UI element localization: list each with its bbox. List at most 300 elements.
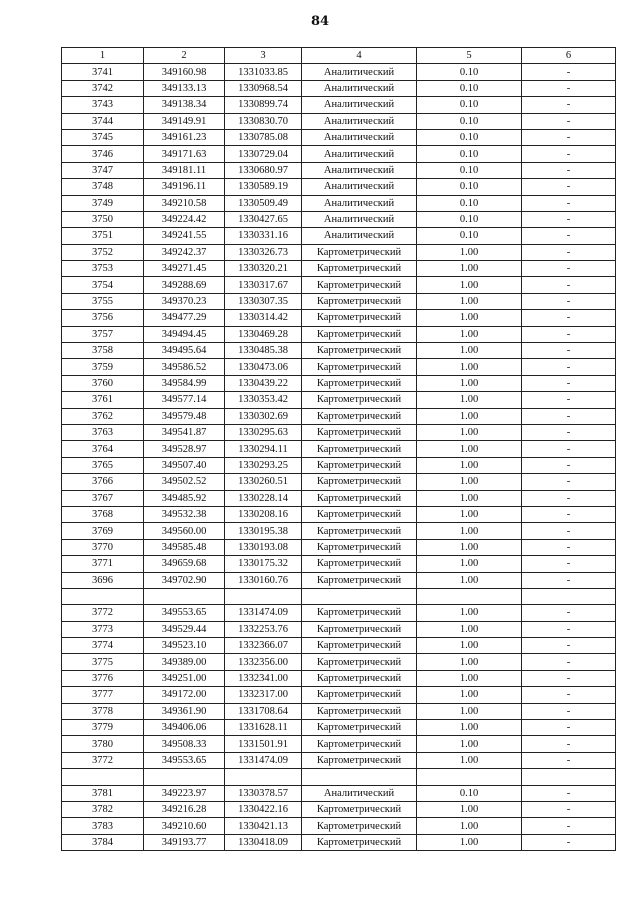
table-cell: 349560.00 <box>144 523 225 539</box>
table-cell: - <box>522 621 616 637</box>
table-row <box>62 211 616 227</box>
table-cell: 1.00 <box>417 818 522 834</box>
table-cell: 3766 <box>62 474 144 490</box>
table-cell: 1.00 <box>417 670 522 686</box>
table-cell: 1.00 <box>417 326 522 342</box>
table-cell: 1330509.49 <box>225 195 302 211</box>
table-cell: 349586.52 <box>144 359 225 375</box>
table-cell: 3742 <box>62 80 144 96</box>
table-cell: 0.10 <box>417 64 522 80</box>
table-cell: 1.00 <box>417 490 522 506</box>
empty-cell <box>225 769 302 785</box>
table-row <box>62 720 616 736</box>
table-cell: 1331033.85 <box>225 64 302 80</box>
table-cell: 349160.98 <box>144 64 225 80</box>
table-cell: 3775 <box>62 654 144 670</box>
table-cell: Картометрический <box>302 556 417 572</box>
table-cell: - <box>522 359 616 375</box>
table-cell: 3750 <box>62 211 144 227</box>
table-cell: 1.00 <box>417 556 522 572</box>
table-cell: 349508.33 <box>144 736 225 752</box>
table-cell: 3773 <box>62 621 144 637</box>
table-cell: - <box>522 506 616 522</box>
table-cell: 3755 <box>62 293 144 309</box>
table-cell: 349502.52 <box>144 474 225 490</box>
table-cell: 1331501.91 <box>225 736 302 752</box>
table-cell: Картометрический <box>302 670 417 686</box>
table-cell: 3756 <box>62 310 144 326</box>
table-cell: - <box>522 261 616 277</box>
table-cell: 1330193.08 <box>225 539 302 555</box>
table-cell: 1.00 <box>417 621 522 637</box>
table-cell: Аналитический <box>302 228 417 244</box>
table-cell: 3781 <box>62 785 144 801</box>
table-cell: 1332366.07 <box>225 638 302 654</box>
table-cell: 349553.65 <box>144 605 225 621</box>
table-cell: Картометрический <box>302 752 417 768</box>
table-row <box>62 261 616 277</box>
empty-cell <box>302 769 417 785</box>
table-cell: Картометрический <box>302 506 417 522</box>
table-cell: Картометрический <box>302 572 417 588</box>
table-cell: Аналитический <box>302 80 417 96</box>
empty-cell <box>417 769 522 785</box>
empty-cell <box>417 588 522 604</box>
table-cell: 349138.34 <box>144 97 225 113</box>
table-cell: - <box>522 129 616 145</box>
table-row <box>62 703 616 719</box>
table-cell: Картометрический <box>302 703 417 719</box>
table-cell: 3758 <box>62 343 144 359</box>
table-cell: 349477.29 <box>144 310 225 326</box>
table-cell: 3743 <box>62 97 144 113</box>
table-cell: 349251.00 <box>144 670 225 686</box>
table-cell: 349133.13 <box>144 80 225 96</box>
separator-row <box>62 588 616 604</box>
table-cell: - <box>522 801 616 817</box>
table-cell: 1330160.76 <box>225 572 302 588</box>
table-cell: 3771 <box>62 556 144 572</box>
table-cell: 1331628.11 <box>225 720 302 736</box>
table-cell: 349579.48 <box>144 408 225 424</box>
table-cell: - <box>522 703 616 719</box>
table-cell: 3761 <box>62 392 144 408</box>
table-row <box>62 375 616 391</box>
table-cell: - <box>522 97 616 113</box>
table-cell: Картометрический <box>302 408 417 424</box>
table-cell: - <box>522 490 616 506</box>
table-cell: 0.10 <box>417 97 522 113</box>
table-cell: 3754 <box>62 277 144 293</box>
table-cell: Картометрический <box>302 375 417 391</box>
table-cell: 349532.38 <box>144 506 225 522</box>
table-cell: 0.10 <box>417 785 522 801</box>
table-cell: Аналитический <box>302 146 417 162</box>
table-cell: 1.00 <box>417 687 522 703</box>
empty-cell <box>522 769 616 785</box>
table-cell: 1.00 <box>417 310 522 326</box>
table-cell: 3757 <box>62 326 144 342</box>
table-cell: 3762 <box>62 408 144 424</box>
table-cell: 1.00 <box>417 834 522 850</box>
table-cell: Картометрический <box>302 490 417 506</box>
table-cell: 3767 <box>62 490 144 506</box>
table-row <box>62 359 616 375</box>
table-cell: 349288.69 <box>144 277 225 293</box>
table-row <box>62 785 616 801</box>
table-row <box>62 539 616 555</box>
table-cell: 1330294.11 <box>225 441 302 457</box>
table-cell: - <box>522 228 616 244</box>
table-cell: Картометрический <box>302 244 417 260</box>
table-cell: 3782 <box>62 801 144 817</box>
table-cell: - <box>522 818 616 834</box>
table-cell: Картометрический <box>302 834 417 850</box>
table-cell: Аналитический <box>302 129 417 145</box>
table-cell: - <box>522 670 616 686</box>
table-cell: Картометрический <box>302 359 417 375</box>
table-cell: 3779 <box>62 720 144 736</box>
table-cell: 1.00 <box>417 736 522 752</box>
table-cell: 1330208.16 <box>225 506 302 522</box>
table-cell: 1330680.97 <box>225 162 302 178</box>
table-cell: 3764 <box>62 441 144 457</box>
table-cell: 1330729.04 <box>225 146 302 162</box>
table-cell: - <box>522 441 616 457</box>
table-cell: 3783 <box>62 818 144 834</box>
table-cell: 1.00 <box>417 359 522 375</box>
table-cell: 349196.11 <box>144 179 225 195</box>
table-cell: 1.00 <box>417 703 522 719</box>
table-cell: 3741 <box>62 64 144 80</box>
empty-cell <box>144 769 225 785</box>
table-cell: - <box>522 293 616 309</box>
table-cell: - <box>522 539 616 555</box>
table-cell: 1330331.16 <box>225 228 302 244</box>
header-cell: 1 <box>62 48 144 64</box>
table-cell: 349370.23 <box>144 293 225 309</box>
table-cell: Картометрический <box>302 605 417 621</box>
table-row <box>62 687 616 703</box>
table-row <box>62 162 616 178</box>
table-cell: - <box>522 457 616 473</box>
table-cell: Аналитический <box>302 195 417 211</box>
table-row <box>62 736 616 752</box>
table-cell: 3784 <box>62 834 144 850</box>
table-cell: 1330439.22 <box>225 375 302 391</box>
table-cell: - <box>522 244 616 260</box>
empty-cell <box>302 588 417 604</box>
table-cell: 1332341.00 <box>225 670 302 686</box>
table-cell: 349485.92 <box>144 490 225 506</box>
table-cell: 3696 <box>62 572 144 588</box>
table-cell: - <box>522 687 616 703</box>
table-row <box>62 146 616 162</box>
table-cell: 349223.97 <box>144 785 225 801</box>
table-cell: 1.00 <box>417 293 522 309</box>
table-cell: Аналитический <box>302 113 417 129</box>
table-cell: - <box>522 343 616 359</box>
table-cell: 3772 <box>62 605 144 621</box>
table-cell: 3745 <box>62 129 144 145</box>
table-row <box>62 556 616 572</box>
table-cell: 0.10 <box>417 113 522 129</box>
table-body <box>62 48 616 851</box>
table-row <box>62 621 616 637</box>
table-cell: - <box>522 605 616 621</box>
table-cell: 3746 <box>62 146 144 162</box>
table-row <box>62 670 616 686</box>
table-row <box>62 179 616 195</box>
table-cell: 349389.00 <box>144 654 225 670</box>
table-cell: 349553.65 <box>144 752 225 768</box>
table-cell: 1332356.00 <box>225 654 302 670</box>
table-cell: - <box>522 310 616 326</box>
table-row <box>62 818 616 834</box>
table-row <box>62 523 616 539</box>
table-row <box>62 80 616 96</box>
table-cell: 1330968.54 <box>225 80 302 96</box>
table-cell: 349494.45 <box>144 326 225 342</box>
table-row <box>62 310 616 326</box>
header-cell: 3 <box>225 48 302 64</box>
table-cell: Картометрический <box>302 457 417 473</box>
table-cell: 1330899.74 <box>225 97 302 113</box>
empty-cell <box>62 588 144 604</box>
table-cell: 1.00 <box>417 392 522 408</box>
table-cell: 1331708.64 <box>225 703 302 719</box>
table-row <box>62 244 616 260</box>
table-cell: Аналитический <box>302 162 417 178</box>
table-cell: 349171.63 <box>144 146 225 162</box>
table-cell: 349224.42 <box>144 211 225 227</box>
table-cell: - <box>522 834 616 850</box>
table-cell: 1.00 <box>417 408 522 424</box>
table-cell: - <box>522 556 616 572</box>
table-cell: 1.00 <box>417 424 522 440</box>
table-cell: 349541.87 <box>144 424 225 440</box>
table-cell: 349149.91 <box>144 113 225 129</box>
page-number: 84 <box>310 14 330 29</box>
table-cell: - <box>522 179 616 195</box>
table-cell: - <box>522 277 616 293</box>
header-cell: 2 <box>144 48 225 64</box>
table-cell: - <box>522 720 616 736</box>
table-row <box>62 572 616 588</box>
table-cell: 1330326.73 <box>225 244 302 260</box>
table-row <box>62 490 616 506</box>
table-cell: 1330485.38 <box>225 343 302 359</box>
table-cell: - <box>522 736 616 752</box>
empty-cell <box>522 588 616 604</box>
table-cell: 349181.11 <box>144 162 225 178</box>
header-cell: 4 <box>302 48 417 64</box>
table-row <box>62 326 616 342</box>
table-cell: 1330307.35 <box>225 293 302 309</box>
table-cell: Картометрический <box>302 621 417 637</box>
table-cell: 1330228.14 <box>225 490 302 506</box>
table-cell: 1330175.32 <box>225 556 302 572</box>
table-cell: 3777 <box>62 687 144 703</box>
table-cell: 1.00 <box>417 539 522 555</box>
table-cell: - <box>522 375 616 391</box>
table-cell: 3776 <box>62 670 144 686</box>
table-cell: 1.00 <box>417 506 522 522</box>
table-cell: - <box>522 523 616 539</box>
table-cell: Картометрический <box>302 539 417 555</box>
table-cell: Аналитический <box>302 785 417 801</box>
table-cell: 3772 <box>62 752 144 768</box>
table-cell: 1331474.09 <box>225 605 302 621</box>
table-row <box>62 457 616 473</box>
table-row <box>62 343 616 359</box>
table-cell: 0.10 <box>417 179 522 195</box>
table-cell: 1330320.21 <box>225 261 302 277</box>
table-cell: 3780 <box>62 736 144 752</box>
table-cell: 1330427.65 <box>225 211 302 227</box>
table-cell: 3744 <box>62 113 144 129</box>
table-row <box>62 408 616 424</box>
table-cell: 0.10 <box>417 211 522 227</box>
table-cell: - <box>522 424 616 440</box>
table-cell: 3768 <box>62 506 144 522</box>
table-cell: 3760 <box>62 375 144 391</box>
header-cell: 5 <box>417 48 522 64</box>
table-cell: 349172.00 <box>144 687 225 703</box>
table-cell: 349585.48 <box>144 539 225 555</box>
table-cell: 3751 <box>62 228 144 244</box>
table-cell: 0.10 <box>417 162 522 178</box>
table-row <box>62 129 616 145</box>
table-cell: - <box>522 392 616 408</box>
table-cell: Картометрический <box>302 277 417 293</box>
table-row <box>62 638 616 654</box>
table-row <box>62 506 616 522</box>
table-row <box>62 474 616 490</box>
table-row <box>62 752 616 768</box>
table-cell: 1.00 <box>417 343 522 359</box>
table-cell: Картометрический <box>302 736 417 752</box>
table-cell: 349210.58 <box>144 195 225 211</box>
table-cell: - <box>522 474 616 490</box>
table-cell: 1330293.25 <box>225 457 302 473</box>
table-cell: - <box>522 80 616 96</box>
table-cell: 1.00 <box>417 572 522 588</box>
table-cell: 1.00 <box>417 457 522 473</box>
table-cell: 1.00 <box>417 474 522 490</box>
table-row <box>62 195 616 211</box>
table-row <box>62 654 616 670</box>
table-cell: 1330195.38 <box>225 523 302 539</box>
table-cell: - <box>522 326 616 342</box>
table-cell: 3769 <box>62 523 144 539</box>
table-cell: 1.00 <box>417 261 522 277</box>
table-cell: 1.00 <box>417 244 522 260</box>
table-cell: 3763 <box>62 424 144 440</box>
table-row <box>62 424 616 440</box>
table-cell: 349523.10 <box>144 638 225 654</box>
table-cell: 1330314.42 <box>225 310 302 326</box>
table-cell: - <box>522 195 616 211</box>
table-cell: Картометрический <box>302 441 417 457</box>
table-row <box>62 605 616 621</box>
table-cell: 1.00 <box>417 801 522 817</box>
table-cell: 1330317.67 <box>225 277 302 293</box>
table-cell: 1330830.70 <box>225 113 302 129</box>
table-row <box>62 441 616 457</box>
table-cell: - <box>522 64 616 80</box>
table-cell: Картометрический <box>302 392 417 408</box>
table-cell: - <box>522 408 616 424</box>
table-cell: Картометрический <box>302 654 417 670</box>
table-cell: 3752 <box>62 244 144 260</box>
table-cell: 1330353.42 <box>225 392 302 408</box>
table-row <box>62 392 616 408</box>
table-cell: 1.00 <box>417 654 522 670</box>
table-cell: 349216.28 <box>144 801 225 817</box>
table-cell: 349271.45 <box>144 261 225 277</box>
table-cell: - <box>522 572 616 588</box>
table-cell: 349529.44 <box>144 621 225 637</box>
table-cell: - <box>522 638 616 654</box>
coordinates-table <box>61 47 616 851</box>
table-row <box>62 97 616 113</box>
table-cell: 1330418.09 <box>225 834 302 850</box>
table-cell: Картометрический <box>302 818 417 834</box>
table-cell: 1330260.51 <box>225 474 302 490</box>
table-cell: 349193.77 <box>144 834 225 850</box>
table-cell: 1.00 <box>417 720 522 736</box>
table-cell: 349577.14 <box>144 392 225 408</box>
table-cell: Аналитический <box>302 97 417 113</box>
table-cell: - <box>522 113 616 129</box>
table-cell: Картометрический <box>302 801 417 817</box>
table-cell: Картометрический <box>302 638 417 654</box>
table-cell: 3774 <box>62 638 144 654</box>
table-cell: 1330473.06 <box>225 359 302 375</box>
table-cell: 3770 <box>62 539 144 555</box>
empty-cell <box>62 769 144 785</box>
table-cell: 1330469.28 <box>225 326 302 342</box>
table-cell: 1.00 <box>417 523 522 539</box>
table-cell: Картометрический <box>302 293 417 309</box>
table-cell: Картометрический <box>302 474 417 490</box>
table-cell: 1330421.13 <box>225 818 302 834</box>
table-cell: Аналитический <box>302 179 417 195</box>
table-cell: 1332253.76 <box>225 621 302 637</box>
table-cell: 0.10 <box>417 195 522 211</box>
table-cell: 3753 <box>62 261 144 277</box>
table-cell: 0.10 <box>417 129 522 145</box>
table-cell: - <box>522 162 616 178</box>
table-cell: 1.00 <box>417 605 522 621</box>
table-cell: Аналитический <box>302 64 417 80</box>
table-cell: 1.00 <box>417 375 522 391</box>
table-cell: 3765 <box>62 457 144 473</box>
table-cell: - <box>522 785 616 801</box>
table-row <box>62 293 616 309</box>
empty-cell <box>225 588 302 604</box>
table-cell: 1330589.19 <box>225 179 302 195</box>
table-cell: 349210.60 <box>144 818 225 834</box>
table-cell: 0.10 <box>417 80 522 96</box>
table-cell: 349584.99 <box>144 375 225 391</box>
table-cell: 349242.37 <box>144 244 225 260</box>
table-cell: 1.00 <box>417 441 522 457</box>
table-cell: 349659.68 <box>144 556 225 572</box>
table-cell: Картометрический <box>302 261 417 277</box>
table-cell: 3749 <box>62 195 144 211</box>
